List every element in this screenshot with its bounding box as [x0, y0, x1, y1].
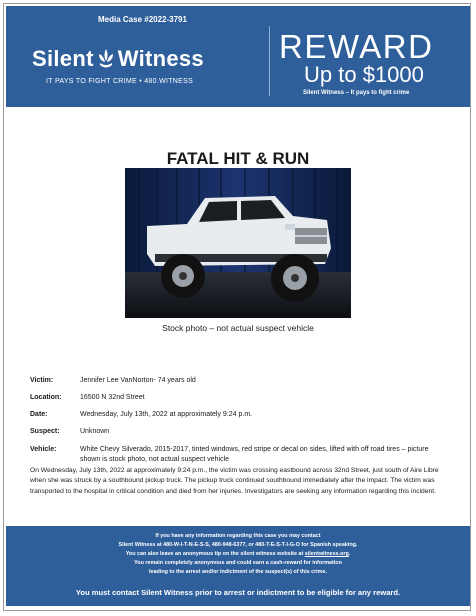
detail-row-suspect: [30, 427, 450, 437]
footer-contact-info: [6, 532, 470, 577]
detail-row-location: [30, 393, 450, 403]
detail-row-vehicle: [30, 445, 450, 465]
footer-line: Silent Witness at 480-W-I-T-N-E-S-S, 480-948-6377, or 480-T-E-S-T-I-G-O for Spanish speaking.: [118, 541, 358, 548]
footer-line: You remain completely anonymous and could earn a cash-reward for information: [134, 559, 342, 566]
detail-label: Location:: [30, 394, 62, 402]
footer-line: If you have any information regarding this case you may contact: [155, 533, 321, 539]
reward-amount: Up to $1000: [304, 62, 424, 87]
detail-label: Suspect:: [30, 428, 60, 436]
reward-title: REWARD: [279, 28, 434, 65]
detail-row-date: [30, 410, 450, 420]
case-summary: On Wednesday, July 13th, 2022 at approximately 9:24 p.m., the victim was crossing eastbound across 32nd Street, just south of Aire Libre when she was struck by a southbound pickup truck. The pickup truck continued southbound immediately after the impact. The victim was transported to the hospital in critical condition and died from her injuries. Investigators are seeking any information regarding this incident.: [30, 467, 439, 495]
brand-name-right: Witness: [117, 46, 204, 71]
detail-value: 16500 N 32nd Street: [80, 394, 145, 402]
detail-label: Date:: [30, 411, 48, 419]
detail-label: Victim:: [30, 377, 54, 384]
brand-logo: [32, 46, 204, 72]
footer-line-website: [6, 550, 470, 559]
detail-label: Vehicle:: [30, 445, 57, 453]
header-banner: [6, 6, 470, 107]
detail-value: Jennifer Lee VanNorton- 74 years old: [80, 377, 196, 384]
case-details: [30, 376, 450, 472]
case-title: FATAL HIT & RUN: [166, 149, 310, 168]
brand-name-left: Silent: [32, 46, 94, 71]
detail-value: Wednesday, July 13th, 2022 at approximately 9:24 p.m.: [80, 411, 253, 419]
website-link[interactable]: silentwitness.org: [304, 550, 349, 557]
media-case-number: Media Case #2022-3791: [98, 15, 187, 24]
detail-value: Unknown: [80, 428, 110, 436]
footer-text: .: [348, 550, 351, 557]
photo-caption: Stock photo – not actual suspect vehicle: [162, 323, 314, 333]
footer-text: You can also leave an anonymous tip on the silent witness website at: [125, 550, 305, 557]
brand-tagline: IT PAYS TO FIGHT CRIME • 480.WITNESS: [46, 78, 194, 85]
footer-banner: [6, 526, 470, 606]
header-divider: [269, 26, 270, 96]
eligibility-notice: You must contact Silent Witness prior to arrest or indictment to be eligible for any reward.: [75, 588, 401, 597]
detail-value: White Chevy Silverado, 2015-2017, tinted windows, red stripe or decal on sides, lifted with off road tires – picture shown is stock photo, not actual suspect vehicle: [80, 445, 429, 463]
pickup-truck-illustration: [125, 168, 351, 318]
shield-flower-logo-icon: [97, 47, 115, 71]
detail-row-victim: [30, 376, 450, 386]
reward-tagline: Silent Witness – It pays to fight crime: [303, 90, 410, 96]
footer-line: leading to the arrest and/or indictment of the suspect(s) of this crime.: [149, 568, 327, 575]
vehicle-photo: [125, 168, 351, 318]
